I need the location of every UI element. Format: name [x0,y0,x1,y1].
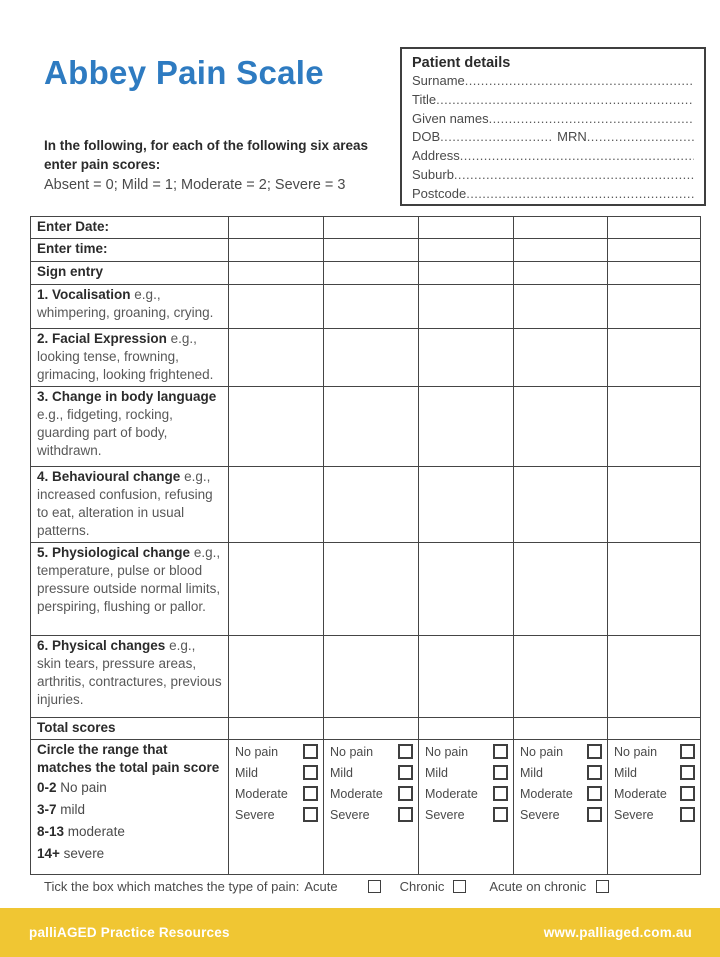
no-pain-checkbox[interactable] [587,744,602,759]
footer-url-link[interactable]: www.palliaged.com.au [543,925,692,940]
severity-option: Moderate [520,783,602,804]
severity-option: No pain [235,741,318,762]
date-entry-cell[interactable] [324,217,419,239]
range-moderate: 8-13 moderate [37,824,125,839]
score-cell[interactable] [419,636,514,718]
score-cell[interactable] [419,329,514,387]
row-label-enter-date: Enter Date: [31,217,229,239]
patient-details-box [400,47,706,206]
no-pain-checkbox[interactable] [398,744,413,759]
score-cell[interactable] [419,543,514,636]
date-entry-cell[interactable] [514,217,608,239]
scale-legend-text: Absent = 0; Mild = 1; Moderate = 2; Severe = 3 [44,177,346,193]
score-cell[interactable] [324,636,419,718]
moderate-checkbox[interactable] [398,786,413,801]
address-label: Address [412,148,460,164]
score-cell[interactable] [229,543,324,636]
address-fill-line[interactable] [460,147,694,166]
score-cell[interactable] [514,329,608,387]
time-entry-cell[interactable] [324,239,419,262]
severity-option: Mild [235,762,318,783]
pain-score-legend [31,740,229,875]
score-cell[interactable] [608,467,701,543]
score-cell[interactable] [514,636,608,718]
score-cell[interactable] [324,467,419,543]
patient-dob-mrn-field[interactable] [412,128,694,147]
moderate-checkbox[interactable] [493,786,508,801]
severity-option: Severe [235,804,318,825]
total-score-cell[interactable] [229,718,324,740]
range-no-pain: 0-2 No pain [37,780,107,795]
patient-postcode-field[interactable] [412,185,694,204]
score-cell[interactable] [514,387,608,467]
postcode-label: Postcode [412,185,467,201]
total-score-cell[interactable] [514,718,608,740]
severity-option: Severe [614,804,695,825]
row-label-physical-changes: 6. Physical changes e.g., skin tears, pressure areas, arthritis, contractures, previous injuries. [31,636,229,718]
severity-option: Mild [520,762,602,783]
row-label-facial-expression: 2. Facial Expression e.g., looking tense, frowning, grimacing, looking frightened. [31,329,229,387]
severity-option: No pain [425,741,508,762]
range-mild: 3-7 mild [37,802,86,817]
patient-surname-field[interactable] [412,72,694,91]
table-row-sign-entry [31,262,701,285]
mild-checkbox[interactable] [398,765,413,780]
score-cell[interactable] [514,285,608,329]
severity-option: Severe [520,804,602,825]
score-cell[interactable] [324,543,419,636]
patient-address-field[interactable] [412,147,694,166]
dob-label: DOB [412,129,441,145]
score-cell[interactable] [514,543,608,636]
score-cell[interactable] [229,285,324,329]
instructions-text: In the following, for each of the following six areas enter pain scores: [44,138,369,172]
table-row-physiological-change [31,543,701,636]
patient-suburb-field[interactable] [412,166,694,185]
severe-checkbox[interactable] [303,807,318,822]
no-pain-checkbox[interactable] [303,744,318,759]
moderate-checkbox[interactable] [680,786,695,801]
severe-checkbox[interactable] [680,807,695,822]
pain-type-row [30,879,706,894]
severe-checkbox[interactable] [493,807,508,822]
score-cell[interactable] [229,329,324,387]
table-row-severity-rating [31,740,701,875]
row-label-behavioural-change: 4. Behavioural change e.g., increased confusion, refusing to eat, alteration in usual patterns. [31,467,229,543]
severity-select-cell [514,740,608,875]
sign-entry-cell[interactable] [419,262,514,285]
severity-option: Mild [425,762,508,783]
mild-checkbox[interactable] [303,765,318,780]
severity-select-cell [324,740,419,875]
patient-given-names-field[interactable] [412,110,694,129]
moderate-checkbox[interactable] [587,786,602,801]
severity-option: No pain [330,741,413,762]
score-cell[interactable] [514,467,608,543]
mild-checkbox[interactable] [493,765,508,780]
page-title: Abbey Pain Scale [44,54,324,91]
score-cell[interactable] [608,387,701,467]
mild-checkbox[interactable] [587,765,602,780]
mrn-fill-line[interactable] [587,128,694,147]
score-cell[interactable] [324,387,419,467]
no-pain-checkbox[interactable] [493,744,508,759]
chronic-label: Chronic [399,879,445,894]
total-score-cell[interactable] [608,718,701,740]
date-entry-cell[interactable] [608,217,701,239]
acute-label: Acute [304,879,338,894]
sign-entry-cell[interactable] [514,262,608,285]
legend-heading: Circle the range that matches the total pain score [37,742,220,775]
score-cell[interactable] [419,387,514,467]
row-label-body-language: 3. Change in body language e.g., fidgeting, rocking, guarding part of body, withdrawn. [31,387,229,467]
title-label: Title [412,91,437,107]
time-entry-cell[interactable] [419,239,514,262]
range-severe: 14+ severe [37,846,105,861]
severity-option: Severe [425,804,508,825]
severity-select-cell [419,740,514,875]
dob-fill-line[interactable] [440,128,552,147]
given-names-label: Given names [412,110,489,126]
total-score-cell[interactable] [419,718,514,740]
severity-option: Moderate [425,783,508,804]
score-cell[interactable] [608,636,701,718]
severity-option: No pain [520,741,602,762]
date-entry-cell[interactable] [419,217,514,239]
sign-entry-cell[interactable] [324,262,419,285]
score-cell[interactable] [419,467,514,543]
table-row-physical-changes [31,636,701,718]
row-label-vocalisation: 1. Vocalisation e.g., whimpering, groaning, crying. [31,285,229,329]
score-cell[interactable] [229,636,324,718]
time-entry-cell[interactable] [608,239,701,262]
total-score-cell[interactable] [324,718,419,740]
score-cell[interactable] [229,467,324,543]
surname-fill-line[interactable] [465,72,694,91]
severity-select-cell [229,740,324,875]
table-row-enter-time [31,239,701,262]
severity-option: Moderate [235,783,318,804]
footer-bar [0,908,720,957]
score-cell[interactable] [324,285,419,329]
table-row-body-language [31,387,701,467]
title-fill-line[interactable] [436,91,694,110]
score-cell[interactable] [419,285,514,329]
severe-checkbox[interactable] [587,807,602,822]
score-cell[interactable] [608,329,701,387]
score-cell[interactable] [324,329,419,387]
score-cell[interactable] [608,543,701,636]
acute-checkbox[interactable] [368,880,381,893]
score-cell[interactable] [608,285,701,329]
patient-details-heading: Patient details [412,55,511,71]
moderate-checkbox[interactable] [303,786,318,801]
score-cell[interactable] [229,387,324,467]
footer-brand-text: palliAGED Practice Resources [29,925,230,940]
postcode-fill-line[interactable] [466,185,694,204]
acute-on-chronic-label: Acute on chronic [489,879,587,894]
pain-type-prompt: Tick the box which matches the type of pain: [44,879,300,894]
severity-option: Mild [614,762,695,783]
sign-entry-cell[interactable] [608,262,701,285]
severity-select-cell [608,740,701,875]
table-row-total-scores [31,718,701,740]
sign-entry-cell[interactable] [229,262,324,285]
table-row-enter-date [31,217,701,239]
chronic-checkbox[interactable] [453,880,466,893]
severity-option: Mild [330,762,413,783]
table-row-behavioural-change [31,467,701,543]
time-entry-cell[interactable] [514,239,608,262]
severity-option: Moderate [614,783,695,804]
table-row-vocalisation [31,285,701,329]
row-label-enter-time: Enter time: [31,239,229,262]
given-names-fill-line[interactable] [489,110,694,129]
no-pain-checkbox[interactable] [680,744,695,759]
severity-option: No pain [614,741,695,762]
mrn-label: MRN [557,129,587,145]
row-label-physiological-change: 5. Physiological change e.g., temperature, pulse or blood pressure outside normal limits, perspiring, flushing or pallor. [31,543,229,636]
severe-checkbox[interactable] [398,807,413,822]
suburb-label: Suburb [412,166,454,182]
mild-checkbox[interactable] [680,765,695,780]
severity-option: Moderate [330,783,413,804]
patient-title-field[interactable] [412,91,694,110]
date-entry-cell[interactable] [229,217,324,239]
suburb-fill-line[interactable] [454,166,694,185]
row-label-sign-entry: Sign entry [31,262,229,285]
severity-option: Severe [330,804,413,825]
table-row-facial-expression [31,329,701,387]
time-entry-cell[interactable] [229,239,324,262]
surname-label: Surname [412,73,465,88]
row-label-total-scores: Total scores [31,718,229,740]
pain-score-table [30,216,701,875]
acute-on-chronic-checkbox[interactable] [596,880,609,893]
